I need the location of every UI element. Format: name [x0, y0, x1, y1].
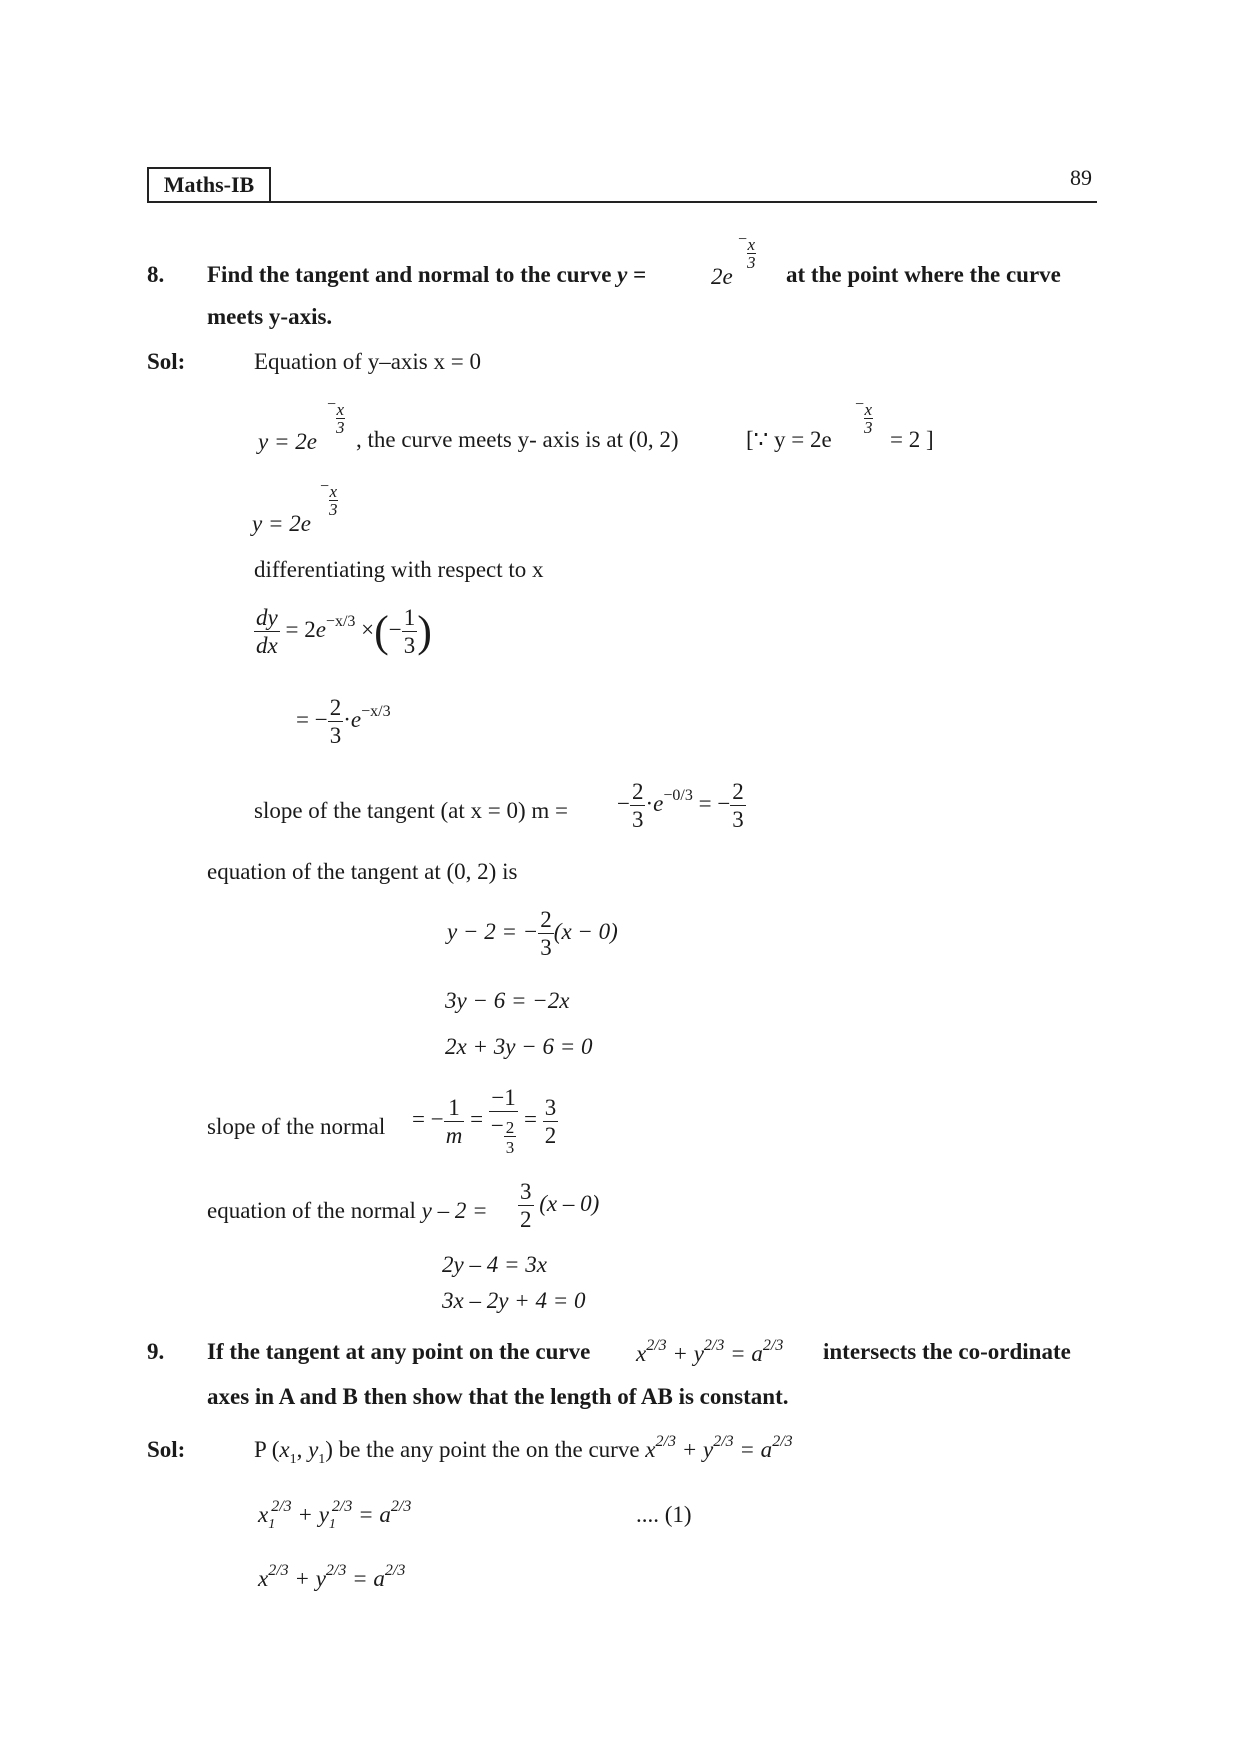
q8-line3: y = 2e [252, 511, 311, 536]
q8-exponent: − $\frac{x}{3}$ [738, 231, 756, 272]
q8-derivative-2: = − $\frac{2}{3}$ $\cdot e^{-x/3}$ [296, 695, 391, 748]
q8-line2-end: = 2 ] [890, 427, 934, 452]
q8-slope-normal: slope of the normal [207, 1114, 386, 1139]
q9-eq1: $x_1^{2/3} + y_1^{2/3} = a^{2/3}$ [258, 1498, 412, 1532]
q9-curve-eq: $x^{2/3} + y^{2/3} = a^{2/3}$ [636, 1337, 784, 1366]
q8-line4: differentiating with respect to x [254, 557, 544, 582]
q9-number: 9. [147, 1339, 165, 1364]
q8-slope-value: − $\frac{2}{3}$ $\cdot e^{-0/3}$ = − $\frac{2}{3}$ [617, 779, 744, 832]
q8-2e: 2e [711, 264, 733, 289]
q9-sol-label: Sol: [147, 1437, 186, 1462]
q9-text-a: If the tangent at any point on the curve [207, 1339, 591, 1364]
q8-line2-because: [∵ y = 2e [746, 427, 832, 452]
q9-eq2: $x^{2/3} + y^{2/3} = a^{2/3}$ [258, 1562, 406, 1591]
q8-line2-exp2: − $\frac{x}{3}$ [855, 396, 873, 437]
q8-text-c: meets y-axis. [207, 304, 333, 329]
q8-normal-intro: equation of the normal y – 2 = [207, 1198, 488, 1223]
book-label: Maths-IB [147, 167, 271, 203]
q8-norm-l2: 2y – 4 = 3x [442, 1252, 547, 1277]
q8-line1: Equation of y–axis x = 0 [254, 349, 481, 374]
q8-line3-exp: − $\frac{x}{3}$ [320, 478, 338, 519]
q9-text-b: intersects the co-ordinate [823, 1339, 1071, 1364]
q8-number: 8. [147, 262, 165, 287]
header-rule [147, 201, 1097, 203]
q8-tan-l3: 2x + 3y − 6 = 0 [445, 1034, 593, 1059]
q8-normal-rhs: $\frac{3}{2}$ (x – 0) [520, 1179, 600, 1232]
q9-text-c: axes in A and B then show that the length of AB is constant. [207, 1384, 789, 1409]
q8-line2-lhs: y = 2e [258, 429, 317, 454]
q8-tangent-intro: equation of the tangent at (0, 2) is [207, 859, 518, 884]
q8-norm-l3: 3x – 2y + 4 = 0 [442, 1288, 586, 1313]
q9-sol-line1: P ($x_1$, $y_1$) be the any point the on the curve $x^{2/3} + y^{2/3} = a^{2/3}$ [254, 1433, 793, 1467]
q8-slope-tangent: slope of the tangent (at x = 0) m = [254, 798, 569, 823]
q8-tan-l1: y − 2 = − $\frac{2}{3}$ (x − 0) [447, 907, 618, 960]
q8-line2-exp: − $\frac{x}{3}$ [327, 396, 345, 437]
q8-text-b: at the point where the curve [786, 262, 1061, 287]
q8-slope-normal-value: = − $\frac{1}{m}$ = −1 − $\frac{2}{3}$ = $\frac{3}{2}$ [412, 1085, 557, 1157]
page-number: 89 [1070, 165, 1092, 190]
q8-text-a: Find the tangent and normal to the curve y = [207, 262, 647, 287]
q8-line2-mid: , the curve meets y- axis is at (0, 2) [356, 427, 679, 452]
q9-eq-ref: .... (1) [636, 1502, 692, 1527]
q8-sol-label: Sol: [147, 349, 186, 374]
q8-tan-l2: 3y − 6 = −2x [445, 988, 570, 1013]
q8-derivative: $\frac{dy}{dx}$ = $2e^{-x/3}$ ×(− $\frac{1}{3}$ ) [256, 605, 432, 658]
